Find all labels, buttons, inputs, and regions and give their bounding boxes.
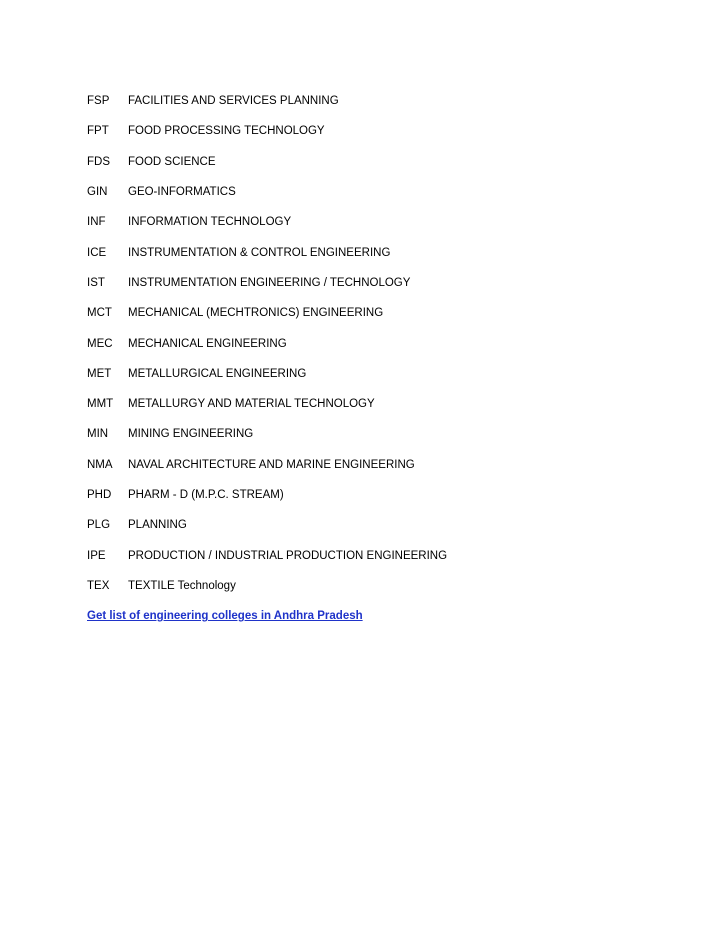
branch-name: INSTRUMENTATION ENGINEERING / TECHNOLOGY xyxy=(128,276,411,289)
branch-code: IST xyxy=(87,276,105,289)
link-row xyxy=(87,601,687,631)
branch-name: FOOD SCIENCE xyxy=(128,155,216,168)
branch-name: PRODUCTION / INDUSTRIAL PRODUCTION ENGINEERING xyxy=(128,549,448,562)
branch-name: METALLURGICAL ENGINEERING xyxy=(128,367,307,380)
list-item xyxy=(87,298,687,328)
branch-code: MEC xyxy=(87,337,113,350)
list-item xyxy=(87,116,687,146)
branch-name: MECHANICAL ENGINEERING xyxy=(128,337,287,350)
branch-code: MCT xyxy=(87,307,112,320)
list-item xyxy=(87,359,687,389)
branch-code-list xyxy=(87,86,687,631)
branch-name: PHARM - D (M.P.C. STREAM) xyxy=(128,489,284,501)
branch-name: TEXTILE Technology xyxy=(128,579,236,592)
list-item xyxy=(87,480,687,510)
branch-name: MINING ENGINEERING xyxy=(128,428,254,441)
branch-name: METALLURGY AND MATERIAL TECHNOLOGY xyxy=(128,398,375,411)
branch-name: FOOD PROCESSING TECHNOLOGY xyxy=(128,125,325,138)
branch-code: TEX xyxy=(87,579,110,592)
branch-code: PLG xyxy=(87,519,111,532)
list-item xyxy=(87,177,687,207)
list-item xyxy=(87,268,687,298)
engineering-colleges-link[interactable]: Get list of engineering colleges in Andhra Pradesh xyxy=(87,610,363,623)
branch-code: FPT xyxy=(87,125,109,138)
list-item xyxy=(87,389,687,419)
list-item xyxy=(87,510,687,540)
branch-name: FACILITIES AND SERVICES PLANNING xyxy=(128,95,339,108)
list-item xyxy=(87,207,687,237)
branch-code: FSP xyxy=(87,95,110,108)
branch-code: INF xyxy=(87,216,106,229)
list-item xyxy=(87,147,687,177)
branch-code: FDS xyxy=(87,155,110,168)
list-item xyxy=(87,571,687,601)
branch-name: INSTRUMENTATION & CONTROL ENGINEERING xyxy=(128,246,391,259)
branch-code: MIN xyxy=(87,428,109,441)
list-item xyxy=(87,86,687,116)
branch-code: ICE xyxy=(87,246,107,259)
branch-name: NAVAL ARCHITECTURE AND MARINE ENGINEERING xyxy=(128,458,415,471)
branch-code: GIN xyxy=(87,186,108,199)
branch-code: PHD xyxy=(87,489,112,501)
branch-name: GEO-INFORMATICS xyxy=(128,186,236,199)
list-item xyxy=(87,419,687,449)
list-item xyxy=(87,540,687,570)
branch-name: INFORMATION TECHNOLOGY xyxy=(128,216,292,229)
branch-name: MECHANICAL (MECHTRONICS) ENGINEERING xyxy=(128,307,384,320)
branch-code: IPE xyxy=(87,549,106,562)
branch-code: MMT xyxy=(87,398,114,411)
list-item xyxy=(87,237,687,267)
branch-code: MET xyxy=(87,367,112,380)
list-item xyxy=(87,450,687,480)
branch-name: PLANNING xyxy=(128,519,187,532)
branch-code: NMA xyxy=(87,458,113,471)
list-item xyxy=(87,328,687,358)
